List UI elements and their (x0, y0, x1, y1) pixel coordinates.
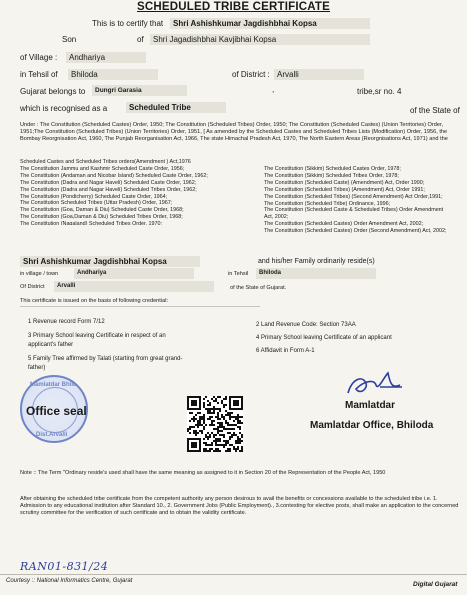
list-item: applicant's father (28, 342, 74, 348)
note-text: Note :: The Term "Ordinary reside's used shall have the same meaning as assigned to it in Section 20 of the Representation of the People Act, 1950 (20, 470, 386, 476)
list-item: The Constitution (Scheduled Castes) Order Amendment Act, 2002; (264, 221, 424, 228)
orders-right-list (264, 166, 464, 235)
tribe-comma: , (272, 85, 275, 94)
tribe-name: Dungri Garasia (92, 85, 187, 96)
after-obtaining-text: After obtaining the scheduled tribe certificate from the competent authority any person desirous to avail the benefits or concessions available to the scheduled tribe i.e. 1. Admission to any educational institution after Standard 10., 2. Government Jobs (Public Employment)., 3.contesting for elective posts, shall make an application to the concerned scrutiny committee for the verification of such certificate and to obtain the validity certificate. (20, 496, 459, 516)
district-label: of District : (232, 70, 270, 79)
list-item: 6 Affidavit in Form A-1 (256, 348, 315, 354)
certificate-title: SCHEDULED TRIBE CERTIFICATE (136, 1, 331, 13)
recognised-status: Scheduled Tribe (126, 102, 226, 113)
resides-state: of the State of Gujarat. (230, 285, 287, 291)
credentials-right (256, 321, 392, 356)
list-item: The Constitution (Scheduled Castes) Order (Second Amendment) Act, 2002; (264, 228, 447, 235)
list-item: The Constitution (Scheduled Caste) (Amendment) Act, Order 1990; (264, 179, 425, 186)
handwritten-ref-number: RAN01-831/24 (20, 560, 109, 573)
list-item: The Constitution (Scheduled Tribe) Ordinance, 1996; (264, 200, 391, 207)
list-item: The Constitution (Goa,Daman & Diu) Scheduled Tribes Order, 1968; (20, 214, 183, 221)
under-paragraph: Under : The Constitution (Scheduled Castes) Order, 1950; The Constitution (Scheduled Tribes) Order, 1950; The Constitution (Scheduled Castes) (Union Territories) Order, 1951;The Constitution (Scheduled Tribes) (Union Territories) Order, 1951, [ As amended by the Scheduled Castes and Scheduled Tribes Lists (Modification) Order, 1956, the Bombay Reorgnisation Act, 1960, The Punjab Reorganisation Act, 1966, The state Himachal Pradesh Act, 1970, The North Eastern Areas (Reorgnisations Act, 1971) and the (20, 122, 448, 142)
district-value: Arvalli (274, 69, 364, 80)
list-item: The Constitution (Sikkim) Scheduled Castes Order, 1978; (264, 166, 401, 172)
resides-tehsil: Bhiloda (256, 268, 376, 279)
tribe-serial: tribe,sr no. 4 (357, 87, 402, 96)
list-item: 3 Primary School leaving Certificate in respect of an (28, 333, 166, 339)
village-value: Andhariya (66, 52, 146, 63)
list-item: 4 Primary School leaving Certificate of an applicant (256, 335, 392, 341)
state-of-label: of the State of (410, 106, 460, 115)
credentials-left (28, 318, 183, 373)
resides-village-label: in village / town (20, 271, 59, 277)
list-item: The Constitution (Sikkim) Scheduled Tribes Order, 1978; (264, 172, 399, 179)
list-item: The Constitution (Scheduled Caste & Scheduled Tribes) Order Amendment (264, 207, 444, 214)
relation-label: Son (62, 35, 77, 44)
list-item: 2 Land Revenue Code: Section 73AA (256, 322, 356, 328)
resides-district: Arvalli (54, 281, 214, 292)
certify-prefix: This is to certify that (92, 19, 164, 28)
qr-code-graphic (187, 396, 243, 452)
list-item: Act, 2002; (264, 214, 289, 221)
list-item: Scheduled Castes and Scheduled Tribes orders(Amendment ) Act,1976 (20, 159, 191, 165)
seal-arc-top: Mamlatdar Bhilo (30, 382, 77, 388)
list-item: father) (28, 365, 46, 371)
resides-village: Andhariya (74, 268, 194, 279)
list-item: The Constitution (Dadra and Nagar Haveli) Scheduled Tribes Order, 1962; (20, 186, 197, 193)
father-name: Shri Jagadishbhai Kavjibhai Kopsa (150, 34, 370, 45)
signatory-office: Mamlatdar Office, Bhiloda (310, 420, 434, 431)
orders-left-list (20, 159, 250, 225)
list-item: The Constitution (Goa, Daman & Diu) Scheduled Caste Order, 1968; (20, 207, 184, 214)
applicant-name: Shri Ashishkumar Jagdishbhai Kopsa (170, 18, 370, 29)
belongs-label: Gujarat belongs to (20, 87, 86, 96)
footer-divider (0, 574, 467, 575)
resides-district-label: Of District (20, 284, 45, 290)
list-item: The Constitution Jammu and Kashmir Scheduled Caste Order, 1956; (20, 165, 185, 172)
signature-mark (340, 365, 410, 401)
qr-code (187, 396, 243, 452)
resides-suffix: and his/her Family ordinarily reside(s) (258, 258, 375, 265)
of-label: of (137, 35, 144, 44)
office-seal-label: Office seal (26, 404, 87, 418)
basis-text: This certificate is issued on the basis of following credential: (20, 298, 168, 304)
seal-arc-bottom: Dist.Arvalli (36, 432, 68, 438)
resident-name: Shri Ashishkumar Jagdishbhai Kopsa (20, 256, 200, 267)
tehsil-label: in Tehsil of (20, 70, 58, 79)
village-label: of Village : (20, 53, 58, 62)
list-item: 5 Family Tree affirmed by Talati (starting from great grand- (28, 356, 183, 362)
signatory-title: Mamlatdar (345, 400, 396, 411)
list-item: The Constitution (Scheduled Tribes) (Amendment) Act, Order 1991; (264, 186, 425, 193)
list-item: The Constitution (Dadra and Nagar Haveli) Scheduled Caste Order, 1962; (20, 179, 197, 186)
list-item: 1 Revenue record Form 7/12 (28, 319, 105, 325)
list-item: The Constitution (Pondicherry) Scheduled Caste Order, 1964; (20, 193, 168, 200)
list-item: The Constitution Scheduled Tribes (Uttar Pradesh) Order, 1967; (20, 200, 173, 207)
list-item: The Constitution (Andaman and Nicobar Island) Scheduled Caste Order, 1962; (20, 172, 208, 179)
resides-tehsil-label: in Tehsil (228, 271, 249, 277)
tehsil-value: Bhiloda (68, 69, 158, 80)
list-item: The Constitution (Nagaland) Scheduled Tribes Order, 1970; (20, 221, 163, 226)
divider (20, 306, 260, 307)
footer-courtesy: Courtesy :: National Informatics Centre, Gujarat (6, 578, 133, 584)
footer-digital-gujarat: Digital Gujarat (413, 581, 458, 588)
recognised-label: which is recognised as a (20, 104, 108, 113)
list-item: The Constitution (Scheduled Tribes) (Second Amendment) Act Order,1991; (264, 193, 443, 200)
